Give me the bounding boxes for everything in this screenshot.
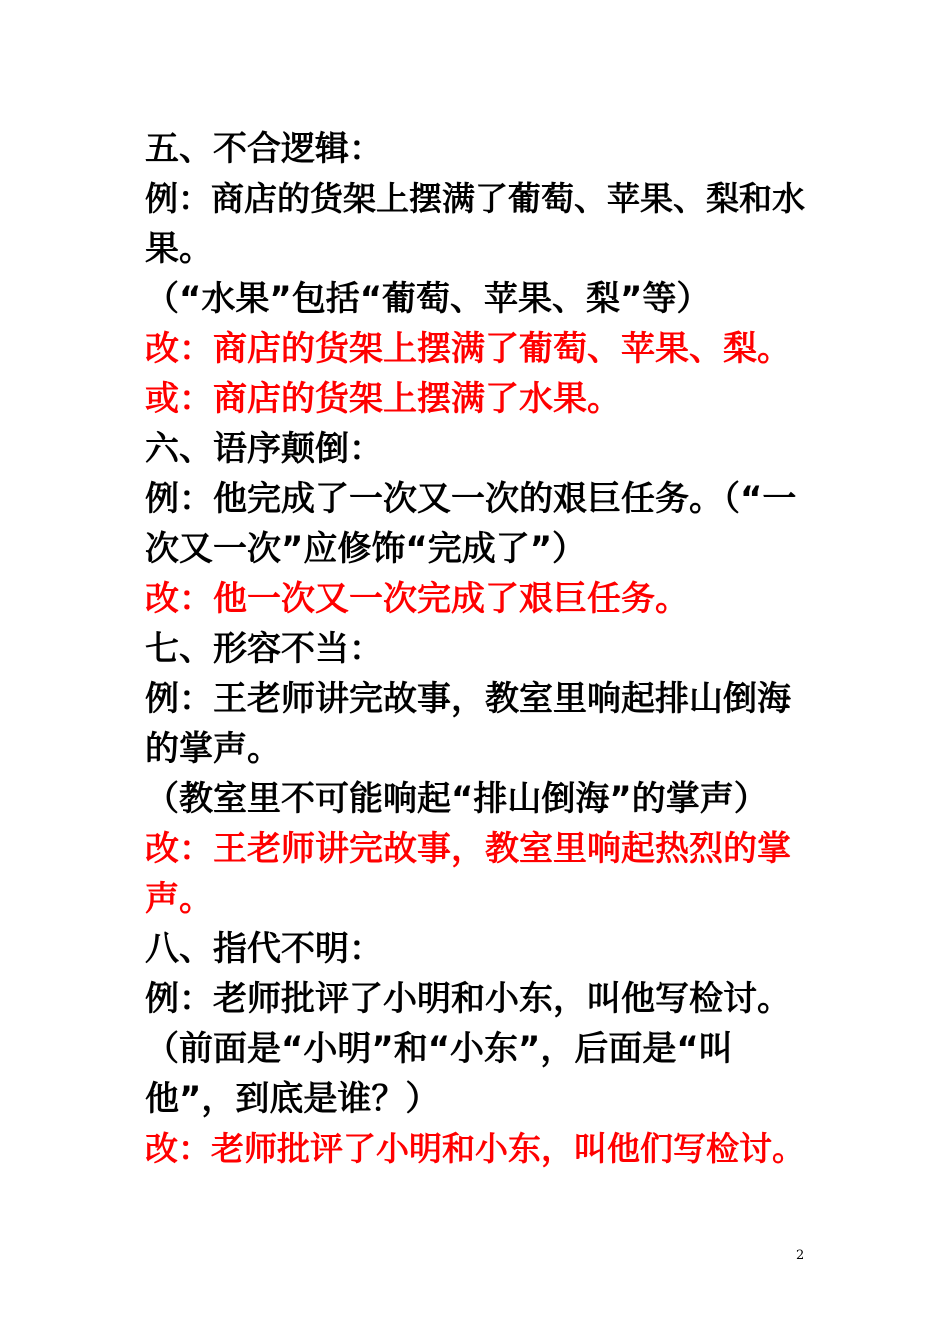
explanation-line: （教室里不可能响起“排山倒海”的掌声） <box>145 779 768 819</box>
correction-line: 改：他一次又一次完成了艰巨任务。 <box>145 579 689 619</box>
alternative-correction-line: 或：商店的货架上摆满了水果。 <box>145 379 621 419</box>
section-heading-8: 八、指代不明： <box>145 929 383 969</box>
section-heading-7: 七、形容不当： <box>145 629 383 669</box>
explanation-line: 次又一次”应修饰“完成了”） <box>145 529 587 569</box>
explanation-line: （前面是“小明”和“小东”，后面是“叫 <box>145 1029 733 1069</box>
example-line: 例：老师批评了小明和小东，叫他写检讨。 <box>145 979 791 1019</box>
section-heading-6: 六、语序颠倒： <box>145 429 383 469</box>
correction-line: 改：商店的货架上摆满了葡萄、苹果、梨。 <box>145 329 791 369</box>
page-number: 2 <box>796 1248 805 1263</box>
correction-line-cont: 声。 <box>145 879 213 919</box>
correction-line: 改：王老师讲完故事，教室里响起热烈的掌 <box>145 829 791 869</box>
example-line: 例：王老师讲完故事，教室里响起排山倒海 <box>145 679 791 719</box>
example-line: 例：商店的货架上摆满了葡萄、苹果、梨和水 <box>145 179 805 218</box>
example-line-cont: 的掌声。 <box>145 729 281 769</box>
explanation-line-cont: 他”，到底是谁？） <box>145 1079 440 1119</box>
explanation-line: （“水果”包括“葡萄、苹果、梨”等） <box>145 279 711 319</box>
example-line-cont: 果。 <box>145 229 213 269</box>
section-heading-5: 五、不合逻辑： <box>145 129 383 169</box>
document-body <box>145 124 810 1174</box>
example-line: 例：他完成了一次又一次的艰巨任务。（“一 <box>145 479 797 519</box>
correction-line: 改：老师批评了小明和小东，叫他们写检讨。 <box>145 1129 805 1168</box>
